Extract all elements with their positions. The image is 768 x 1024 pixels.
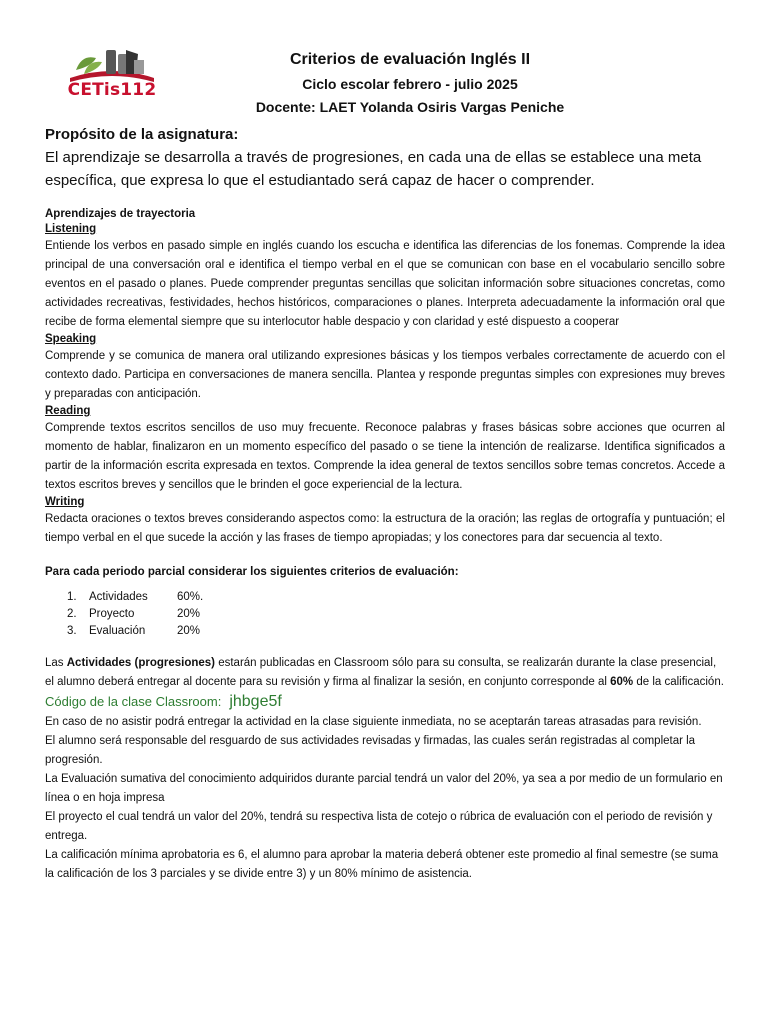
section-listening: [45, 222, 725, 332]
school-cycle: Ciclo escolar febrero - julio 2025: [302, 76, 518, 92]
section-writing: [45, 495, 725, 548]
list-item: [67, 606, 725, 623]
classroom-code[interactable]: jhbge5f: [229, 693, 282, 710]
document-header: [180, 48, 640, 118]
activities-text-3: de la calificación.: [633, 676, 724, 688]
section-title: Speaking: [45, 333, 97, 345]
item-value: 60%.: [177, 591, 204, 603]
section-title: Writing: [45, 496, 85, 508]
note-passing-grade: La calificación mínima aprobatoria es 6, el alumno para aprobar la materia deberá obtener este promedio al final semestre (se suma la calificación de los 3 parciales y se divide entre 3) y un 80% mínimo de asistencia.: [45, 849, 719, 880]
section-title: Reading: [45, 405, 91, 417]
item-name: Evaluación: [89, 625, 146, 637]
item-name: Proyecto: [89, 608, 135, 620]
item-name: Actividades: [89, 591, 148, 603]
activities-text-2: estarán publicadas en Classroom sólo para su consulta, se realizarán durante la clase presencial, el alumno deberá entregar al docente para su revisión y firma al finalizar la sesión, en conjunto corresponde al: [45, 657, 717, 688]
classroom-code-label: Código de la clase Classroom:: [45, 694, 222, 709]
logo-emblem-icon: [66, 44, 158, 84]
criteria-list: [67, 589, 725, 640]
document-body: [45, 124, 725, 884]
item-number: 1.: [67, 591, 77, 603]
activities-text-1: Las: [45, 657, 67, 669]
teacher-name: Docente: LAET Yolanda Osiris Vargas Peniche: [255, 99, 565, 115]
activities-bold-2: 60%: [610, 676, 634, 688]
section-speaking: [45, 332, 725, 404]
item-value: 20%: [177, 608, 201, 620]
item-number: 2.: [67, 608, 77, 620]
note-late-work: En caso de no asistir podrá entregar la actividad en la clase siguiente inmediata, no se aceptarán tareas atrasadas para revisión.: [45, 716, 702, 728]
document-title: Criterios de evaluación Inglés II: [289, 51, 531, 68]
note-project: El proyecto el cual tendrá un valor del 20%, tendrá su respectiva lista de cotejo o rúbrica de evaluación con el periodo de revisión y entrega.: [45, 811, 713, 842]
section-text: Entiende los verbos en pasado simple en inglés cuando los escucha e identifica las diferencias de los fonemas. Comprende la idea principal de una conversación oral e identifica el tiempo verbal en el que se comunican con base en el vocabulario sencillo sobre eventos en el pasado o planes. Puede comprender preguntas sencillas que solicitan información sobre situaciones concretas, como actividades recreativas, festividades, hechos históricos, comparaciones o planes. Interpreta adecuadamente la información oral que recibe de forma elemental siempre que su interlocutor hable despacio y con claridad y esté dispuesto a cooperar: [45, 240, 725, 328]
list-item: [67, 589, 725, 606]
list-item: [67, 623, 725, 640]
criteria-heading: Para cada periodo parcial considerar los siguientes criterios de evaluación:: [45, 566, 459, 578]
note-evaluation: La Evaluación sumativa del conocimiento adquiridos durante parcial tendrá un valor del 20%, ya sea a por medio de un formulario en línea o en hoja impresa: [45, 773, 723, 804]
logo-text: CETis112: [67, 80, 157, 100]
item-value: 20%: [177, 625, 201, 637]
trajectory-heading: Aprendizajes de trayectoria: [45, 208, 196, 220]
note-responsibility: El alumno será responsable del resguardo de sus actividades revisadas y firmadas, las cuales serán registradas al completar la progresión.: [45, 735, 696, 766]
section-reading: [45, 404, 725, 495]
section-text: Redacta oraciones o textos breves considerando aspectos como: la estructura de la oración; las reglas de ortografía y puntuación; el tiempo verbal en el que sucede la acción y las frases de tiempo apropiadas; y los conectores para dar secuencia al texto.: [45, 513, 725, 544]
purpose-heading: Propósito de la asignatura:: [45, 126, 239, 143]
section-title: Listening: [45, 223, 97, 235]
school-logo: [66, 44, 158, 108]
activities-bold-1: Actividades (progresiones): [66, 657, 216, 669]
section-text: Comprende y se comunica de manera oral utilizando expresiones básicas y los tiempos verbales correctamente de acuerdo con el contexto dado. Participa en conversaciones de manera sencilla. Plantea y responde preguntas simples con expresiones muy breves y preparadas con anticipación.: [45, 350, 725, 400]
section-text: Comprende textos escritos sencillos de uso muy frecuente. Reconoce palabras y frases básicas sobre acciones que ocurren al momento de hablar, finalizaron en un momento específico del pasado o se tiene la intención de realizarse. Identifica significados a partir de la información escrita expresada en textos. Comprende la idea general de textos sencillos sobre temas concretos. Accede a textos escritos breves y sencillos que le brinden el goce experiencial de la lectura.: [45, 422, 725, 491]
item-number: 3.: [67, 625, 77, 637]
activities-paragraph: [45, 654, 725, 713]
purpose-text: El aprendizaje se desarrolla a través de progresiones, en cada una de ellas se establece una meta específica, que expresa lo que el estudiantado será capaz de hacer o comprender.: [45, 149, 702, 189]
